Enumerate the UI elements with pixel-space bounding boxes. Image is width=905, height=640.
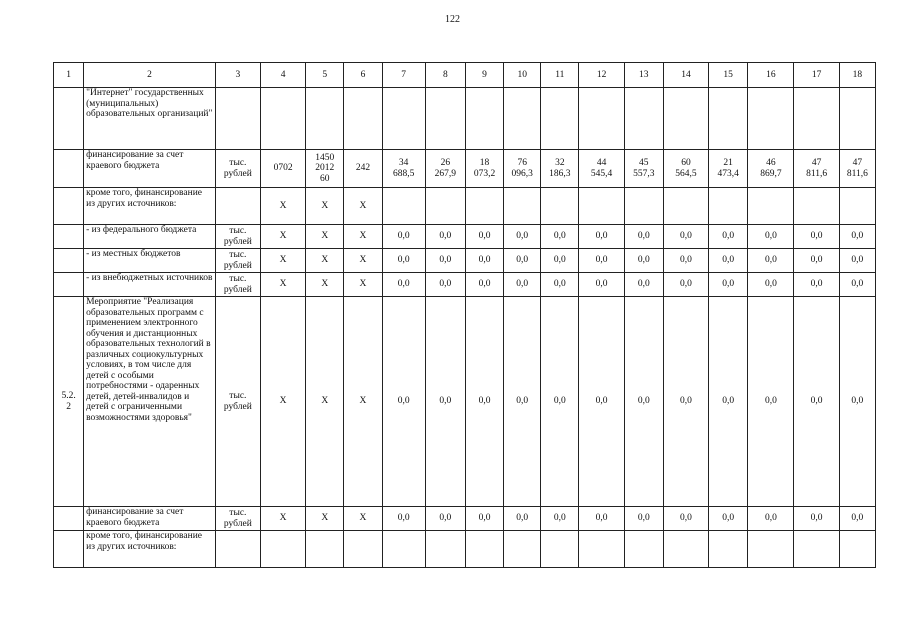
value-cell-10: 0,0 <box>504 249 541 273</box>
code-cell-5 <box>306 531 344 568</box>
value-cell-16 <box>748 531 794 568</box>
unit-cell: тыс. рублей <box>215 225 260 249</box>
value-cell-13: 0,0 <box>624 249 663 273</box>
code-cell-4 <box>260 531 305 568</box>
value-cell-12: 0,0 <box>579 297 624 507</box>
value-cell-9: 0,0 <box>465 273 503 297</box>
value-cell-14: 0,0 <box>663 507 708 531</box>
value-cell-11 <box>541 88 579 150</box>
value-cell-18: 47 811,6 <box>839 150 875 188</box>
unit-cell <box>215 531 260 568</box>
value-cell-11: 0,0 <box>541 273 579 297</box>
table-row <box>54 297 876 507</box>
column-header-10: 10 <box>504 63 541 88</box>
value-cell-16 <box>748 188 794 225</box>
code-cell-6: Х <box>344 297 382 507</box>
unit-cell: тыс. рублей <box>215 273 260 297</box>
column-header-1: 1 <box>54 63 84 88</box>
value-cell-18: 0,0 <box>839 249 875 273</box>
value-cell-9 <box>465 88 503 150</box>
value-cell-15 <box>709 531 748 568</box>
table-row <box>54 225 876 249</box>
code-cell-6: Х <box>344 273 382 297</box>
value-cell-15: 0,0 <box>709 249 748 273</box>
value-cell-7: 0,0 <box>382 249 425 273</box>
value-cell-13: 0,0 <box>624 225 663 249</box>
column-header-7: 7 <box>382 63 425 88</box>
column-header-3: 3 <box>215 63 260 88</box>
value-cell-17 <box>794 531 839 568</box>
value-cell-14: 60 564,5 <box>663 150 708 188</box>
value-cell-10 <box>504 188 541 225</box>
value-cell-11 <box>541 188 579 225</box>
value-cell-14: 0,0 <box>663 297 708 507</box>
value-cell-9: 0,0 <box>465 507 503 531</box>
value-cell-14: 0,0 <box>663 273 708 297</box>
value-cell-16: 0,0 <box>748 273 794 297</box>
column-header-15: 15 <box>709 63 748 88</box>
value-cell-13 <box>624 188 663 225</box>
column-header-18: 18 <box>839 63 875 88</box>
code-cell-4: Х <box>260 297 305 507</box>
value-cell-11: 32 186,3 <box>541 150 579 188</box>
value-cell-17: 0,0 <box>794 249 839 273</box>
table-row <box>54 249 876 273</box>
description-cell: кроме того, финансирование из других источников: <box>84 531 216 568</box>
value-cell-9: 18 073,2 <box>465 150 503 188</box>
code-cell-6: Х <box>344 188 382 225</box>
value-cell-12: 0,0 <box>579 273 624 297</box>
value-cell-13: 45 557,3 <box>624 150 663 188</box>
value-cell-14: 0,0 <box>663 249 708 273</box>
value-cell-17: 0,0 <box>794 273 839 297</box>
value-cell-18 <box>839 531 875 568</box>
column-header-16: 16 <box>748 63 794 88</box>
value-cell-13: 0,0 <box>624 297 663 507</box>
code-cell-5: Х <box>306 249 344 273</box>
code-cell-4: Х <box>260 225 305 249</box>
value-cell-10 <box>504 531 541 568</box>
value-cell-18 <box>839 88 875 150</box>
value-cell-7: 0,0 <box>382 273 425 297</box>
value-cell-17: 0,0 <box>794 225 839 249</box>
code-cell-5 <box>306 88 344 150</box>
row-number-cell <box>54 249 84 273</box>
value-cell-15: 0,0 <box>709 273 748 297</box>
value-cell-8 <box>425 88 465 150</box>
value-cell-7: 0,0 <box>382 297 425 507</box>
unit-cell <box>215 188 260 225</box>
code-cell-4: Х <box>260 188 305 225</box>
value-cell-17: 0,0 <box>794 507 839 531</box>
value-cell-12: 44 545,4 <box>579 150 624 188</box>
value-cell-10: 76 096,3 <box>504 150 541 188</box>
description-cell: - из федерального бюджета <box>84 225 216 249</box>
column-header-4: 4 <box>260 63 305 88</box>
column-header-14: 14 <box>663 63 708 88</box>
value-cell-12: 0,0 <box>579 225 624 249</box>
value-cell-12: 0,0 <box>579 507 624 531</box>
value-cell-9: 0,0 <box>465 225 503 249</box>
value-cell-12 <box>579 531 624 568</box>
value-cell-16: 0,0 <box>748 507 794 531</box>
value-cell-16: 0,0 <box>748 297 794 507</box>
code-cell-4: Х <box>260 249 305 273</box>
value-cell-13: 0,0 <box>624 507 663 531</box>
description-cell: финансирование за счет краевого бюджета <box>84 150 216 188</box>
value-cell-17: 47 811,6 <box>794 150 839 188</box>
value-cell-15: 0,0 <box>709 297 748 507</box>
page-number: 122 <box>445 14 460 25</box>
column-header-8: 8 <box>425 63 465 88</box>
value-cell-13: 0,0 <box>624 273 663 297</box>
value-cell-8: 0,0 <box>425 273 465 297</box>
value-cell-11: 0,0 <box>541 249 579 273</box>
value-cell-15: 0,0 <box>709 507 748 531</box>
value-cell-10: 0,0 <box>504 273 541 297</box>
table-row <box>54 531 876 568</box>
code-cell-4: Х <box>260 507 305 531</box>
value-cell-15 <box>709 188 748 225</box>
value-cell-15 <box>709 88 748 150</box>
row-number-cell: 5.2. 2 <box>54 297 84 507</box>
value-cell-9: 0,0 <box>465 297 503 507</box>
code-cell-4: Х <box>260 273 305 297</box>
value-cell-17 <box>794 188 839 225</box>
value-cell-8: 0,0 <box>425 225 465 249</box>
value-cell-9 <box>465 531 503 568</box>
code-cell-6: 242 <box>344 150 382 188</box>
value-cell-12: 0,0 <box>579 249 624 273</box>
value-cell-10: 0,0 <box>504 297 541 507</box>
budget-table <box>53 62 876 568</box>
unit-cell: тыс. рублей <box>215 249 260 273</box>
code-cell-4 <box>260 88 305 150</box>
value-cell-12 <box>579 188 624 225</box>
value-cell-17 <box>794 88 839 150</box>
value-cell-18: 0,0 <box>839 225 875 249</box>
code-cell-4: 0702 <box>260 150 305 188</box>
code-cell-5: Х <box>306 225 344 249</box>
row-number-cell <box>54 188 84 225</box>
value-cell-13 <box>624 88 663 150</box>
row-number-cell <box>54 88 84 150</box>
description-cell: "Интернет" государственных (муниципальных) образовательных организаций" <box>84 88 216 150</box>
column-header-9: 9 <box>465 63 503 88</box>
code-cell-6 <box>344 531 382 568</box>
value-cell-18: 0,0 <box>839 297 875 507</box>
value-cell-14: 0,0 <box>663 225 708 249</box>
value-cell-11: 0,0 <box>541 225 579 249</box>
table-row <box>54 507 876 531</box>
value-cell-14 <box>663 88 708 150</box>
value-cell-7: 0,0 <box>382 507 425 531</box>
value-cell-12 <box>579 88 624 150</box>
value-cell-9 <box>465 188 503 225</box>
unit-cell <box>215 88 260 150</box>
column-header-12: 12 <box>579 63 624 88</box>
table-row <box>54 188 876 225</box>
table-body <box>54 88 876 568</box>
value-cell-18: 0,0 <box>839 507 875 531</box>
unit-cell: тыс. рублей <box>215 297 260 507</box>
value-cell-11: 0,0 <box>541 507 579 531</box>
column-header-13: 13 <box>624 63 663 88</box>
value-cell-17: 0,0 <box>794 297 839 507</box>
value-cell-8: 26 267,9 <box>425 150 465 188</box>
code-cell-5: 1450 2012 60 <box>306 150 344 188</box>
code-cell-6 <box>344 88 382 150</box>
code-cell-5: Х <box>306 188 344 225</box>
column-header-6: 6 <box>344 63 382 88</box>
row-number-cell <box>54 507 84 531</box>
table-row <box>54 150 876 188</box>
table-row <box>54 273 876 297</box>
value-cell-7 <box>382 188 425 225</box>
column-header-2: 2 <box>84 63 216 88</box>
value-cell-10 <box>504 88 541 150</box>
value-cell-16 <box>748 88 794 150</box>
value-cell-8: 0,0 <box>425 507 465 531</box>
value-cell-16: 0,0 <box>748 249 794 273</box>
code-cell-5: Х <box>306 297 344 507</box>
value-cell-8: 0,0 <box>425 249 465 273</box>
value-cell-10: 0,0 <box>504 507 541 531</box>
table-row <box>54 88 876 150</box>
row-number-cell <box>54 273 84 297</box>
value-cell-7: 34 688,5 <box>382 150 425 188</box>
value-cell-16: 0,0 <box>748 225 794 249</box>
row-number-cell <box>54 225 84 249</box>
code-cell-6: Х <box>344 249 382 273</box>
description-cell: - из внебюджетных источников <box>84 273 216 297</box>
value-cell-13 <box>624 531 663 568</box>
unit-cell: тыс. рублей <box>215 507 260 531</box>
value-cell-11: 0,0 <box>541 297 579 507</box>
value-cell-11 <box>541 531 579 568</box>
row-number-cell <box>54 531 84 568</box>
code-cell-5: Х <box>306 507 344 531</box>
column-header-17: 17 <box>794 63 839 88</box>
code-cell-6: Х <box>344 507 382 531</box>
value-cell-15: 21 473,4 <box>709 150 748 188</box>
value-cell-10: 0,0 <box>504 225 541 249</box>
code-cell-5: Х <box>306 273 344 297</box>
description-cell: Мероприятие "Реализация образовательных программ с применением электронного обучения и дистанционных образовательных технологий в различных социокультурных условиях, в том числе для детей с особыми потребностями - одаренных детей, детей-инвалидов и детей с ограниченными возможностями здоровья" <box>84 297 216 507</box>
description-cell: финансирование за счет краевого бюджета <box>84 507 216 531</box>
value-cell-8: 0,0 <box>425 297 465 507</box>
header-row <box>54 63 876 88</box>
description-cell: кроме того, финансирование из других источников: <box>84 188 216 225</box>
value-cell-14 <box>663 531 708 568</box>
column-header-11: 11 <box>541 63 579 88</box>
value-cell-18: 0,0 <box>839 273 875 297</box>
value-cell-16: 46 869,7 <box>748 150 794 188</box>
value-cell-18 <box>839 188 875 225</box>
code-cell-6: Х <box>344 225 382 249</box>
value-cell-8 <box>425 531 465 568</box>
column-header-5: 5 <box>306 63 344 88</box>
value-cell-9: 0,0 <box>465 249 503 273</box>
description-cell: - из местных бюджетов <box>84 249 216 273</box>
unit-cell: тыс. рублей <box>215 150 260 188</box>
value-cell-7: 0,0 <box>382 225 425 249</box>
value-cell-7 <box>382 531 425 568</box>
value-cell-14 <box>663 188 708 225</box>
value-cell-15: 0,0 <box>709 225 748 249</box>
value-cell-7 <box>382 88 425 150</box>
row-number-cell <box>54 150 84 188</box>
value-cell-8 <box>425 188 465 225</box>
